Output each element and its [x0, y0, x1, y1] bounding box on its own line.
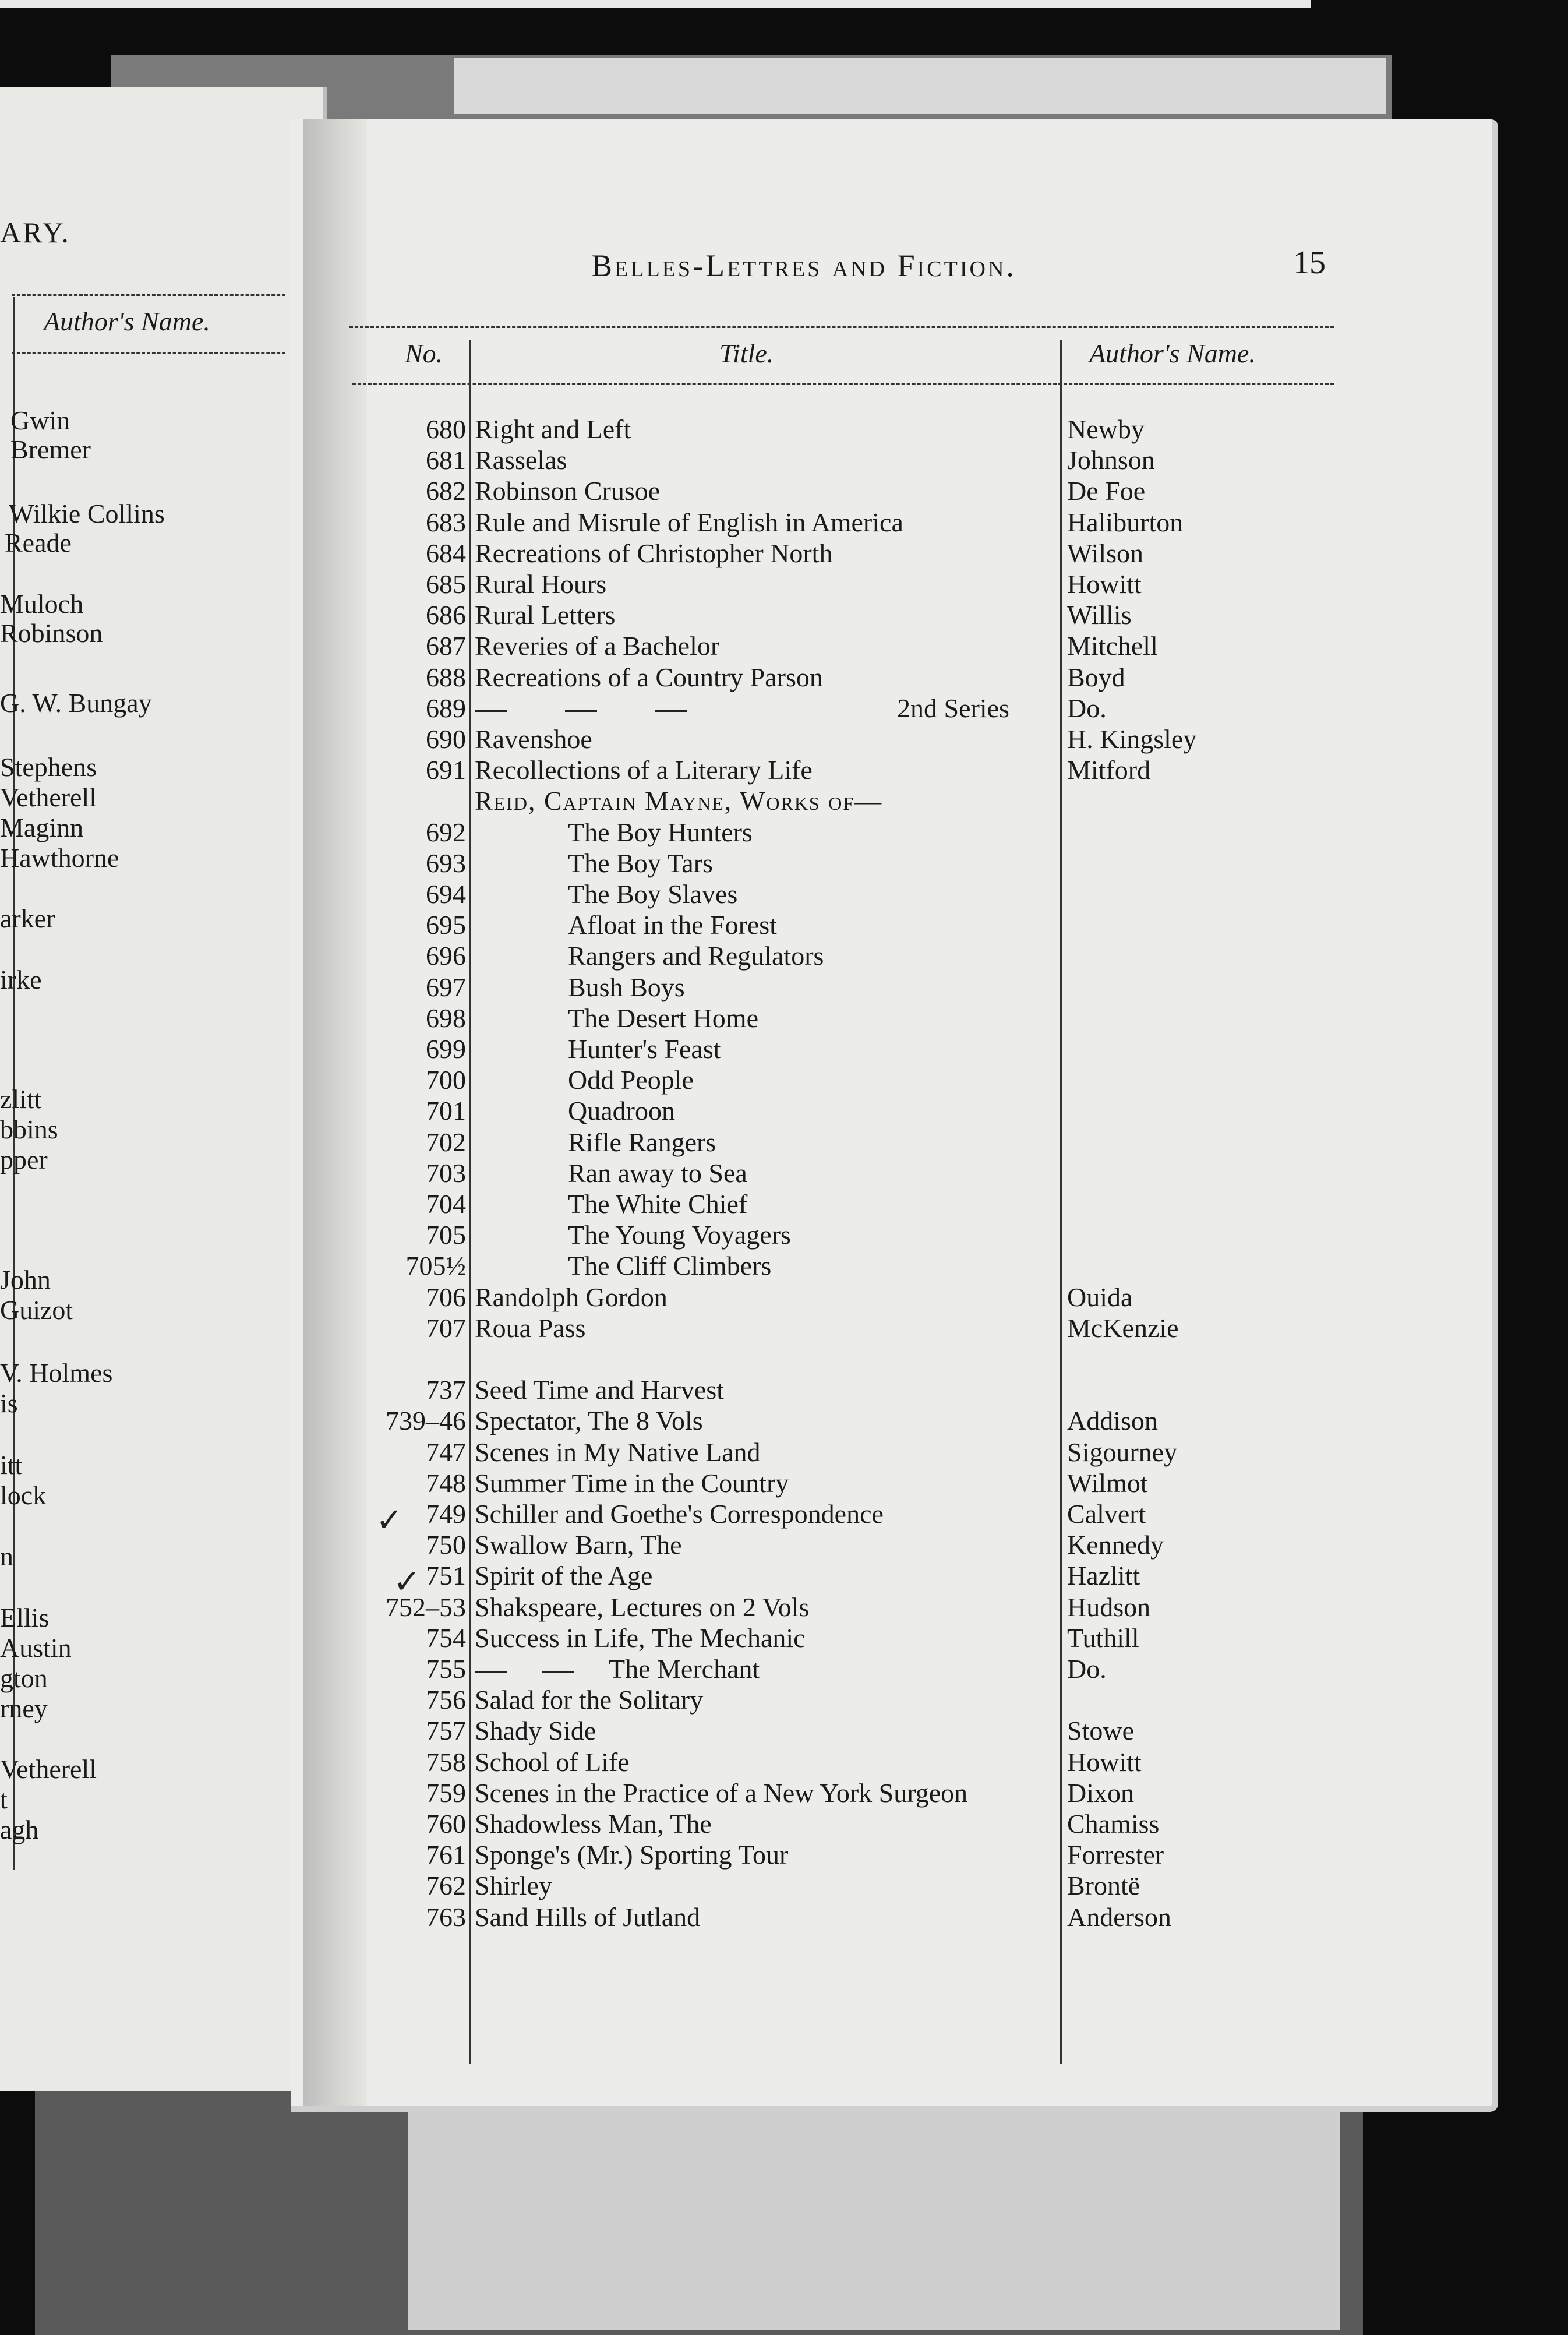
catalog-title: Reid, Captain Mayne, Works of—: [475, 786, 883, 816]
catalog-author: H. Kingsley: [1067, 724, 1197, 754]
catalog-title: Afloat in the Forest: [568, 910, 777, 940]
left-author-name: irke: [0, 965, 42, 994]
ditto-dash: [542, 1671, 574, 1673]
catalog-title-text: The Merchant: [609, 1654, 760, 1684]
catalog-row: [349, 817, 1491, 848]
catalog-number: 692: [426, 817, 466, 847]
catalog-title: [475, 1653, 760, 1684]
catalog-author: Haliburton: [1067, 507, 1184, 537]
catalog-title: Sponge's (Mr.) Sporting Tour: [475, 1840, 789, 1870]
left-author-name: Guizot: [0, 1295, 73, 1325]
catalog-row: [349, 1250, 1491, 1281]
catalog-author: Howitt: [1067, 1747, 1142, 1777]
catalog-number: 739–46: [386, 1406, 466, 1436]
left-author-name: pper: [0, 1145, 48, 1174]
catalog-title: Success in Life, The Mechanic: [475, 1622, 806, 1653]
catalog-number: 705½: [405, 1251, 466, 1281]
catalog-author: Calvert: [1067, 1499, 1146, 1529]
catalog-author: Boyd: [1067, 662, 1125, 692]
header-title: Title.: [719, 338, 774, 368]
catalog-number: 749: [426, 1499, 466, 1529]
catalog-number: 685: [426, 569, 466, 599]
left-author-name: itt: [0, 1450, 23, 1480]
catalog-author: Willis: [1067, 600, 1132, 630]
catalog-title: The Cliff Climbers: [568, 1251, 772, 1281]
catalog-title: Spirit of the Age: [475, 1561, 653, 1591]
catalog-title: Salad for the Solitary: [475, 1685, 704, 1715]
catalog-title: Quadroon: [568, 1096, 675, 1126]
catalog-row: [349, 1777, 1491, 1808]
catalog-title: Seed Time and Harvest: [475, 1375, 725, 1405]
catalog-row: [349, 1282, 1491, 1313]
catalog-title: The Young Voyagers: [568, 1220, 791, 1250]
catalog-row: [349, 693, 1491, 724]
catalog-row: [349, 1902, 1491, 1932]
catalog-row: [349, 1870, 1491, 1901]
catalog-row: [349, 630, 1491, 661]
catalog-number: 688: [426, 662, 466, 692]
left-author-header: Author's Name.: [44, 306, 210, 336]
catalog-author: Hudson: [1067, 1592, 1151, 1622]
left-author-name: Reade: [5, 528, 72, 558]
catalog-number: 747: [426, 1437, 466, 1467]
catalog-author: Hazlitt: [1067, 1561, 1140, 1591]
catalog-author: De Foe: [1067, 476, 1146, 506]
catalog-number: 750: [426, 1530, 466, 1560]
catalog-title: Robinson Crusoe: [475, 476, 661, 506]
left-author-name: Gwin: [10, 405, 70, 435]
catalog-title: Roua Pass: [475, 1313, 586, 1343]
catalog-title: Ran away to Sea: [568, 1158, 747, 1188]
catalog-row: [349, 1313, 1491, 1343]
catalog-row: [349, 662, 1491, 693]
catalog-title: The White Chief: [568, 1189, 748, 1219]
catalog-number: 686: [426, 600, 466, 630]
left-author-name: Ellis: [0, 1603, 50, 1632]
catalog-title: Sand Hills of Jutland: [475, 1902, 701, 1932]
catalog-row: [349, 1188, 1491, 1219]
catalog-number: 761: [426, 1840, 466, 1870]
catalog-title: Shady Side: [475, 1716, 596, 1746]
catalog-number: 698: [426, 1003, 466, 1033]
catalog-author: Mitford: [1067, 755, 1151, 785]
catalog-author: Kennedy: [1067, 1530, 1164, 1560]
catalog-author: Brontë: [1067, 1871, 1140, 1901]
left-author-name: bbins: [0, 1114, 58, 1144]
catalog-number: 756: [426, 1685, 466, 1715]
catalog-title: Rural Hours: [475, 569, 607, 599]
catalog-title: Ravenshoe: [475, 724, 592, 754]
catalog-number: 706: [426, 1282, 466, 1312]
catalog-number: 759: [426, 1777, 466, 1808]
catalog-row: [349, 1529, 1491, 1560]
bottom-page-edge: [408, 2097, 1340, 2330]
left-author-name: zlitt: [0, 1084, 42, 1114]
catalog-row: [349, 1127, 1491, 1158]
catalog-number: 758: [426, 1747, 466, 1777]
catalog-number: 752–53: [386, 1592, 466, 1622]
catalog-author: Tuthill: [1067, 1622, 1139, 1653]
catalog-number: 704: [426, 1189, 466, 1219]
catalog-number: 699: [426, 1034, 466, 1064]
catalog-row: [349, 445, 1491, 475]
catalog-number: 687: [426, 631, 466, 661]
catalog-number: 702: [426, 1127, 466, 1157]
left-header-rule: [12, 352, 285, 354]
catalog-number: 680: [426, 414, 466, 444]
left-author-name: Maginn: [0, 813, 84, 842]
catalog-row: [349, 1653, 1491, 1684]
catalog-number: 684: [426, 538, 466, 568]
catalog-author: Chamiss: [1067, 1809, 1160, 1839]
catalog-number: 763: [426, 1902, 466, 1932]
catalog-title: Randolph Gordon: [475, 1282, 668, 1312]
catalog-row: [349, 1405, 1491, 1436]
catalog-title: Shadowless Man, The: [475, 1809, 712, 1839]
catalog-number: 757: [426, 1716, 466, 1746]
catalog-title: Reveries of a Bachelor: [475, 631, 720, 661]
catalog-row: [349, 1468, 1491, 1498]
catalog-number: 694: [426, 879, 466, 909]
catalog-title: Odd People: [568, 1065, 694, 1095]
catalog-number: 697: [426, 972, 466, 1002]
catalog-author: Stowe: [1067, 1716, 1134, 1746]
ditto-dash: [475, 1671, 507, 1673]
catalog-number: 737: [426, 1375, 466, 1405]
catalog-number: 689: [426, 693, 466, 723]
catalog-author: Forrester: [1067, 1840, 1164, 1870]
catalog-row: [349, 879, 1491, 909]
catalog-title: Scenes in My Native Land: [475, 1437, 761, 1467]
catalog-row: [349, 414, 1491, 445]
catalog-title: Recreations of Christopher North: [475, 538, 833, 568]
top-edge-strip: [0, 0, 1311, 8]
left-author-name: Wilkie Collins: [9, 499, 165, 528]
catalog-title: Rasselas: [475, 445, 567, 475]
catalog-author: Johnson: [1067, 445, 1155, 475]
catalog-title: Rifle Rangers: [568, 1127, 716, 1157]
catalog-row: [349, 1715, 1491, 1746]
catalog-row: [349, 724, 1491, 754]
catalog-number: 691: [426, 755, 466, 785]
catalog-number: 754: [426, 1622, 466, 1653]
catalog-number: 701: [426, 1096, 466, 1126]
catalog-author: Anderson: [1067, 1902, 1171, 1932]
right-page-content: [349, 119, 1491, 2100]
series-note: 2nd Series: [897, 693, 1009, 723]
catalog-author: Mitchell: [1067, 631, 1158, 661]
catalog-row: [349, 1374, 1491, 1405]
page-number: 15: [1293, 245, 1326, 281]
catalog-author: Dixon: [1067, 1777, 1134, 1808]
catalog-title: The Boy Hunters: [568, 817, 753, 847]
catalog-title: Right and Left: [475, 414, 631, 444]
header-rule: [352, 383, 1334, 385]
header-no: No.: [405, 338, 443, 368]
section-heading-row: [349, 785, 1491, 816]
catalog-number: 695: [426, 910, 466, 940]
top-page-edge: [454, 58, 1386, 114]
catalog-number: 681: [426, 445, 466, 475]
left-author-name: rney: [0, 1694, 48, 1723]
left-author-name: G. W. Bungay: [0, 688, 152, 718]
top-rule: [349, 326, 1334, 328]
catalog-number: 748: [426, 1468, 466, 1498]
catalog-title: Bush Boys: [568, 972, 685, 1002]
pencil-check-mark: ✓: [393, 1564, 421, 1600]
left-author-name: Austin: [0, 1633, 72, 1663]
catalog-author: McKenzie: [1067, 1313, 1179, 1343]
catalog-row: [349, 507, 1491, 538]
catalog-row: [349, 1747, 1491, 1777]
left-author-name: n: [0, 1542, 13, 1571]
catalog-title: Spectator, The 8 Vols: [475, 1406, 703, 1436]
catalog-row: [349, 1437, 1491, 1468]
left-author-name: agh: [0, 1815, 39, 1844]
left-author-name: Vetherell: [0, 1754, 97, 1784]
catalog-number: 705: [426, 1220, 466, 1250]
catalog-row: [349, 1684, 1491, 1715]
catalog-number: 707: [426, 1313, 466, 1343]
catalog-title: Swallow Barn, The: [475, 1530, 682, 1560]
catalog-number: 755: [426, 1654, 466, 1684]
catalog-author: Sigourney: [1067, 1437, 1178, 1467]
catalog-author: Do.: [1067, 1654, 1107, 1684]
catalog-title: Hunter's Feast: [568, 1034, 721, 1064]
catalog-number: 690: [426, 724, 466, 754]
catalog-title: School of Life: [475, 1747, 630, 1777]
catalog-row: [349, 599, 1491, 630]
ditto-dash: [655, 710, 687, 712]
catalog-row: [349, 754, 1491, 785]
catalog-row: [349, 475, 1491, 506]
catalog-number: 751: [426, 1561, 466, 1591]
catalog-title: The Boy Tars: [568, 848, 713, 878]
catalog-row: [349, 909, 1491, 940]
ditto-dash: [565, 710, 597, 712]
catalog-title: Schiller and Goethe's Correspondence: [475, 1499, 884, 1529]
catalog-author: Newby: [1067, 414, 1145, 444]
catalog-number: 696: [426, 941, 466, 971]
catalog-title: Rule and Misrule of English in America: [475, 507, 903, 537]
catalog-author: Addison: [1067, 1406, 1158, 1436]
catalog-title: Summer Time in the Country: [475, 1468, 789, 1498]
left-running-head: ARY.: [0, 216, 70, 249]
catalog-row: [349, 1158, 1491, 1188]
catalog-row: [349, 1064, 1491, 1095]
catalog-row: [349, 1498, 1491, 1529]
catalog-row: [349, 1560, 1491, 1591]
left-author-name: Bremer: [10, 435, 91, 464]
catalog-title: Shakspeare, Lectures on 2 Vols: [475, 1592, 810, 1622]
catalog-title: Rural Letters: [475, 600, 616, 630]
catalog-title: The Boy Slaves: [568, 879, 738, 909]
catalog-number: 760: [426, 1809, 466, 1839]
catalog-row: [349, 1622, 1491, 1653]
left-author-name: John: [0, 1265, 51, 1295]
catalog-row: [349, 1592, 1491, 1622]
left-author-name: arker: [0, 904, 55, 933]
catalog-number: 683: [426, 507, 466, 537]
catalog-number: 693: [426, 848, 466, 878]
left-page: [0, 87, 327, 2091]
left-author-name: is: [0, 1388, 18, 1418]
catalog-title: Scenes in the Practice of a New York Surgeon: [475, 1777, 968, 1808]
left-author-name: t: [0, 1784, 8, 1814]
catalog-title: Recollections of a Literary Life: [475, 755, 813, 785]
left-author-name: V. Holmes: [0, 1358, 113, 1388]
catalog-row: [349, 1003, 1491, 1034]
catalog-row: [349, 848, 1491, 879]
left-author-name: lock: [0, 1480, 47, 1510]
ditto-dash: [475, 710, 507, 712]
pencil-check-mark: ✓: [376, 1502, 403, 1539]
left-author-name: Muloch: [0, 589, 84, 619]
catalog-number: 682: [426, 476, 466, 506]
left-author-name: Hawthorne: [0, 843, 119, 873]
catalog-row: [349, 1343, 1491, 1374]
catalog-row: [349, 940, 1491, 971]
catalog-number: 703: [426, 1158, 466, 1188]
catalog-number: 700: [426, 1065, 466, 1095]
catalog-row: [349, 1839, 1491, 1870]
left-top-rule: [12, 294, 285, 296]
catalog-row: [349, 1808, 1491, 1839]
left-author-name: Vetherell: [0, 782, 97, 812]
catalog-row: [349, 569, 1491, 599]
catalog-title: Shirley: [475, 1871, 552, 1901]
left-author-name: gton: [0, 1663, 48, 1693]
catalog-title: Recreations of a Country Parson: [475, 662, 823, 692]
catalog-author: Howitt: [1067, 569, 1142, 599]
running-head: Belles-Lettres and Fiction.: [591, 248, 1016, 283]
left-author-name: Stephens: [0, 752, 97, 782]
catalog-row: [349, 1034, 1491, 1064]
catalog-author: Wilson: [1067, 538, 1144, 568]
header-author: Author's Name.: [1089, 338, 1256, 368]
catalog-title: The Desert Home: [568, 1003, 758, 1033]
left-author-name: Robinson: [0, 618, 103, 648]
catalog-row: [349, 1219, 1491, 1250]
catalog-author: Wilmot: [1067, 1468, 1148, 1498]
catalog-row: [349, 538, 1491, 569]
catalog-author: Do.: [1067, 693, 1107, 723]
catalog-author: Ouida: [1067, 1282, 1133, 1312]
catalog-row: [349, 972, 1491, 1003]
catalog-row: [349, 1095, 1491, 1126]
catalog-title: Rangers and Regulators: [568, 941, 824, 971]
catalog-number: 762: [426, 1871, 466, 1901]
catalog-title: [475, 693, 746, 724]
